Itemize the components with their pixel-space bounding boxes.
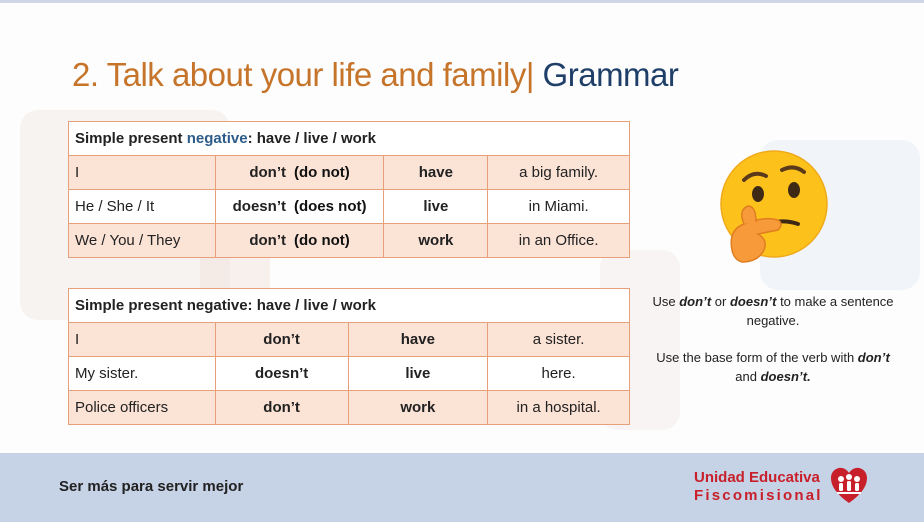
verb-cell: live (348, 357, 488, 391)
footer-motto: Ser más para servir mejor (59, 478, 244, 495)
note-text: to make a sentence negative. (746, 294, 894, 328)
note-doesnt: doesn’t. (760, 369, 811, 384)
header-text: Simple present (75, 130, 187, 147)
subject-cell: My sister. (69, 357, 216, 391)
complement-cell: a big family. (488, 156, 630, 190)
aux-word: doesn’t (232, 198, 286, 215)
logo-line-2: Fiscomisional (694, 487, 823, 504)
school-logo-text (694, 469, 823, 505)
thinking-face-icon (718, 150, 830, 265)
subject-cell: I (69, 156, 216, 190)
note-text: Use (652, 294, 680, 309)
subject-cell: He / She / It (69, 190, 216, 224)
verb-cell: have (348, 323, 488, 357)
page-title (72, 56, 678, 94)
aux-word: don’t (249, 164, 286, 181)
table-row (69, 156, 630, 190)
aux-cell (215, 156, 384, 190)
verb-cell: have (384, 156, 488, 190)
header-text-tail: : have / live / work (247, 130, 376, 147)
aux-full: (does not) (293, 198, 367, 215)
grammar-note-2 (652, 348, 894, 386)
logo-line-1: Unidad Educativa (694, 469, 820, 486)
header-negative: negative (186, 130, 248, 147)
note-text: and (735, 369, 761, 384)
grammar-table-1 (68, 121, 630, 258)
table-header-row (69, 122, 630, 156)
note-doesnt: doesn’t (729, 294, 777, 309)
table-row (69, 357, 630, 391)
title-grammar: Grammar (533, 56, 679, 93)
subject-cell: Police officers (69, 391, 216, 425)
aux-full: (do not) (293, 164, 350, 181)
table-row (69, 391, 630, 425)
aux-cell (215, 224, 384, 258)
aux-full: (do not) (293, 232, 350, 249)
complement-cell: a sister. (488, 323, 630, 357)
complement-cell: in Miami. (488, 190, 630, 224)
title-main: 2. Talk about your life and family| (72, 56, 534, 93)
verb-cell: live (384, 190, 488, 224)
grammar-table-2 (68, 288, 630, 425)
heart-people-logo (829, 466, 869, 506)
table-row (69, 323, 630, 357)
table-header-row (69, 289, 630, 323)
subject-cell: We / You / They (69, 224, 216, 258)
note-text: or (711, 294, 730, 309)
note-dont: don’t (679, 294, 712, 309)
verb-cell: work (348, 391, 488, 425)
verb-cell: work (384, 224, 488, 258)
table-header: Simple present negative: have / live / work (69, 289, 630, 323)
note-text: Use the base form of the verb with (656, 350, 858, 365)
table-row (69, 224, 630, 258)
complement-cell: in an Office. (488, 224, 630, 258)
table-header (69, 122, 630, 156)
aux-cell: don’t (215, 323, 348, 357)
complement-cell: here. (488, 357, 630, 391)
complement-cell: in a hospital. (488, 391, 630, 425)
note-dont: don’t (857, 350, 890, 365)
subject-cell: I (69, 323, 216, 357)
aux-word: don’t (249, 232, 286, 249)
table-row (69, 190, 630, 224)
aux-cell: doesn’t (215, 357, 348, 391)
grammar-note-1 (652, 292, 894, 330)
aux-cell (215, 190, 384, 224)
aux-cell: don’t (215, 391, 348, 425)
top-border (0, 0, 924, 3)
